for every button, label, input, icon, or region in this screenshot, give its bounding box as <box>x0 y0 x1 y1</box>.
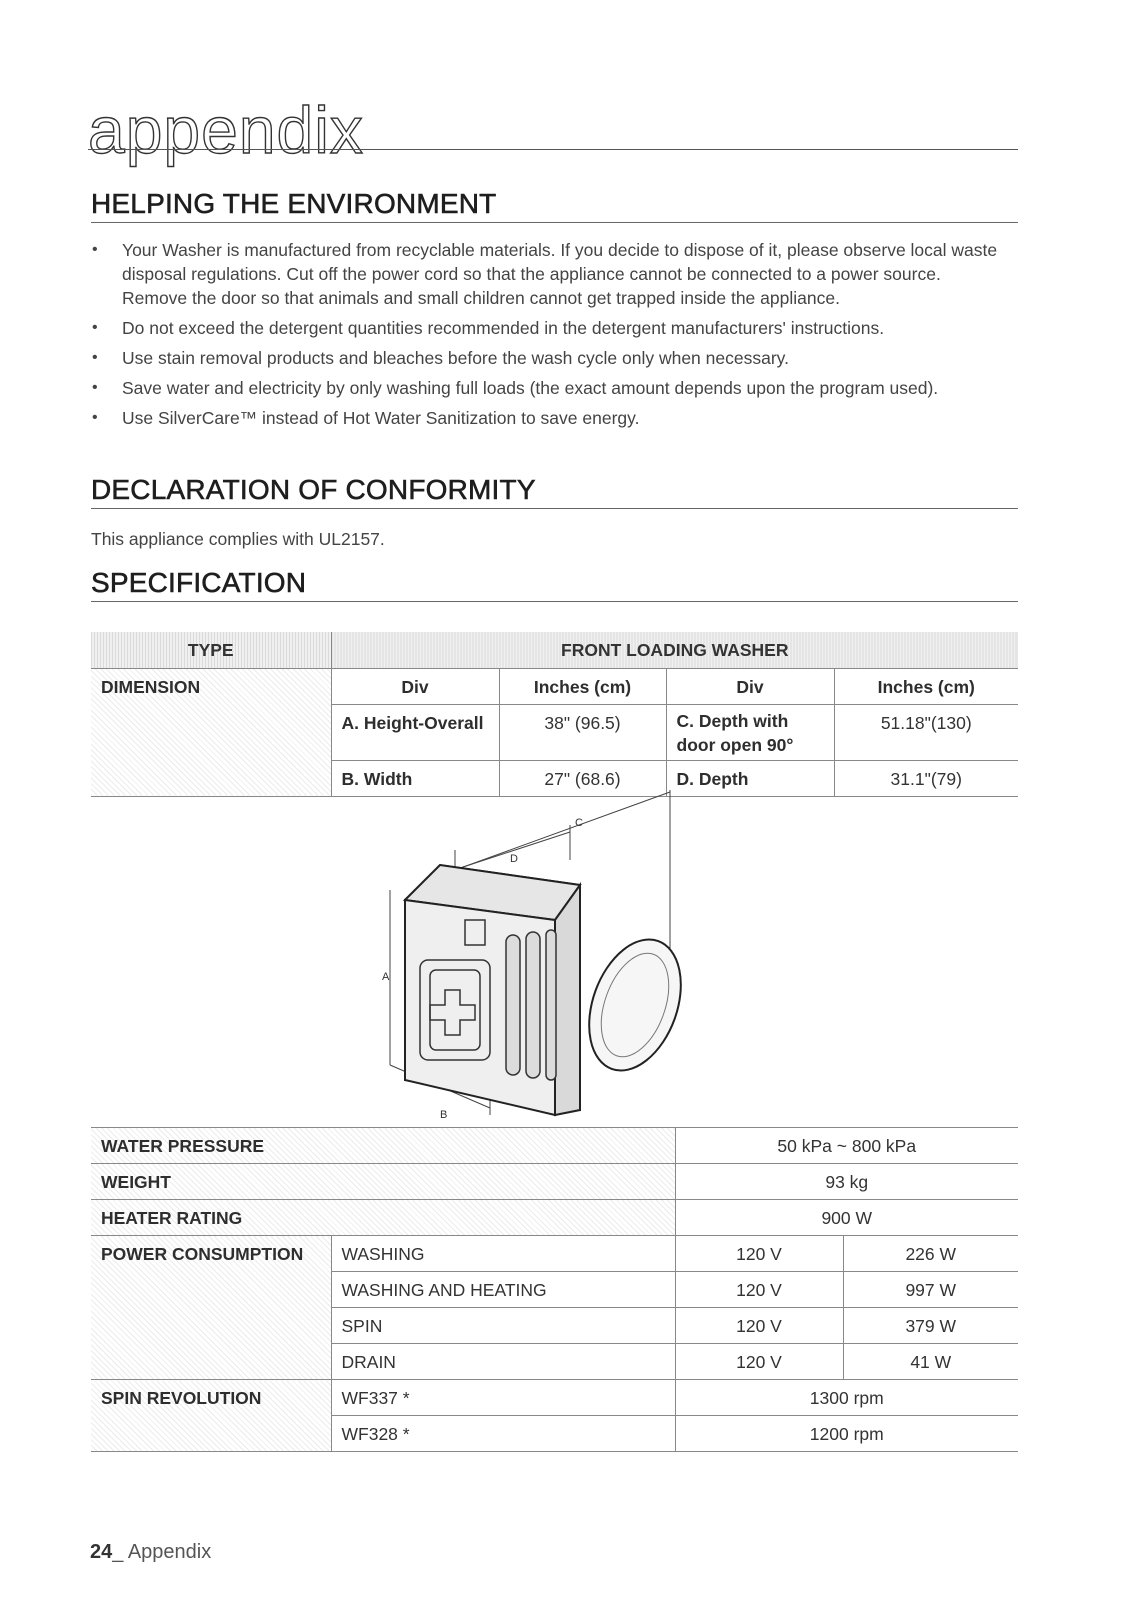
type-label: TYPE <box>91 632 331 668</box>
dimension-col-div: Div <box>331 668 499 704</box>
type-value: FRONT LOADING WASHER <box>331 632 1018 668</box>
power-wattage: 226 W <box>843 1236 1018 1272</box>
dimension-value: 51.18"(130) <box>834 704 1018 760</box>
water-pressure-value: 50 kPa ~ 800 kPa <box>675 1128 1018 1164</box>
water-pressure-label: WATER PRESSURE <box>91 1128 675 1164</box>
environment-bullet: • Use stain removal products and bleaches before the wash cycle only when necessary. <box>90 346 1010 370</box>
type-row <box>91 632 1018 668</box>
dimension-value: 31.1"(79) <box>834 760 1018 796</box>
power-row <box>91 1236 1018 1272</box>
page-footer <box>90 1541 211 1564</box>
power-consumption-label: POWER CONSUMPTION <box>91 1236 331 1380</box>
spec-row-weight <box>91 1164 1018 1200</box>
dimension-value: 27" (68.6) <box>499 760 666 796</box>
specification-heading: SPECIFICATION <box>91 567 307 598</box>
power-mode: SPIN <box>331 1308 675 1344</box>
power-voltage: 120 V <box>675 1344 843 1380</box>
heater-rating-value: 900 W <box>675 1200 1018 1236</box>
environment-bullet: • Do not exceed the detergent quantities recommended in the detergent manufacturers' instructions. <box>90 316 1010 340</box>
dimension-name: D. Depth <box>666 760 834 796</box>
power-wattage: 379 W <box>843 1308 1018 1344</box>
dimension-header-row <box>91 668 1018 704</box>
dimension-label: DIMENSION <box>91 668 331 796</box>
page-number: 24 <box>90 1541 113 1563</box>
conformity-heading: DECLARATION OF CONFORMITY <box>91 474 536 505</box>
spec-row-heater-rating <box>91 1200 1018 1236</box>
dimension-col-div: Div <box>666 668 834 704</box>
diagram-label-c: C <box>575 817 583 829</box>
dimension-col-inches: Inches (cm) <box>834 668 1018 704</box>
environment-bullet: • Save water and electricity by only washing full loads (the exact amount depends upon the program used). <box>90 376 1010 400</box>
specification-rule <box>91 601 1018 602</box>
power-wattage: 997 W <box>843 1272 1018 1308</box>
spec-table <box>91 1127 1018 1452</box>
footer-section: _ Appendix <box>112 1541 212 1563</box>
diagram-label-d: D <box>510 853 518 865</box>
spin-row <box>91 1380 1018 1416</box>
power-mode: DRAIN <box>331 1344 675 1380</box>
spin-rpm: 1200 rpm <box>675 1416 1018 1452</box>
chapter-rule <box>88 149 1018 150</box>
environment-heading: HELPING THE ENVIRONMENT <box>91 188 497 219</box>
dimension-name: A. Height-Overall <box>331 704 499 760</box>
weight-label: WEIGHT <box>91 1164 675 1200</box>
power-voltage: 120 V <box>675 1236 843 1272</box>
conformity-rule <box>91 508 1018 509</box>
weight-value: 93 kg <box>675 1164 1018 1200</box>
diagram-label-b: B <box>440 1109 448 1121</box>
washer-dimension-diagram <box>380 790 700 1140</box>
chapter-title: appendix <box>88 93 364 167</box>
washer-side-grooves <box>506 930 556 1080</box>
diagram-label-a: A <box>382 971 390 983</box>
power-wattage: 41 W <box>843 1344 1018 1380</box>
dimension-name: C. Depth with door open 90° <box>666 704 834 760</box>
dimension-table <box>91 632 1018 797</box>
dimension-col-inches: Inches (cm) <box>499 668 666 704</box>
spec-row-water-pressure <box>91 1128 1018 1164</box>
environment-bullet: • Your Washer is manufactured from recyclable materials. If you decide to dispose of it, please observe local waste disposal regulations. Cut off the power cord so that the appliance cannot be connected to a power source. Remove the door so that animals and small children cannot get trapped inside the appliance. <box>90 238 1010 310</box>
dimension-value: 38" (96.5) <box>499 704 666 760</box>
power-voltage: 120 V <box>675 1272 843 1308</box>
spin-rpm: 1300 rpm <box>675 1380 1018 1416</box>
environment-bullet-list <box>90 238 1010 436</box>
power-voltage: 120 V <box>675 1308 843 1344</box>
spin-model: WF328 * <box>331 1416 675 1452</box>
washer-door <box>572 927 697 1084</box>
spin-revolution-label: SPIN REVOLUTION <box>91 1380 331 1452</box>
conformity-text: This appliance complies with UL2157. <box>91 529 385 549</box>
power-mode: WASHING AND HEATING <box>331 1272 675 1308</box>
environment-bullet: • Use SilverCare™ instead of Hot Water Sanitization to save energy. <box>90 406 1010 430</box>
environment-rule <box>91 222 1018 223</box>
dimension-name: B. Width <box>331 760 499 796</box>
heater-rating-label: HEATER RATING <box>91 1200 675 1236</box>
spin-model: WF337 * <box>331 1380 675 1416</box>
power-mode: WASHING <box>331 1236 675 1272</box>
